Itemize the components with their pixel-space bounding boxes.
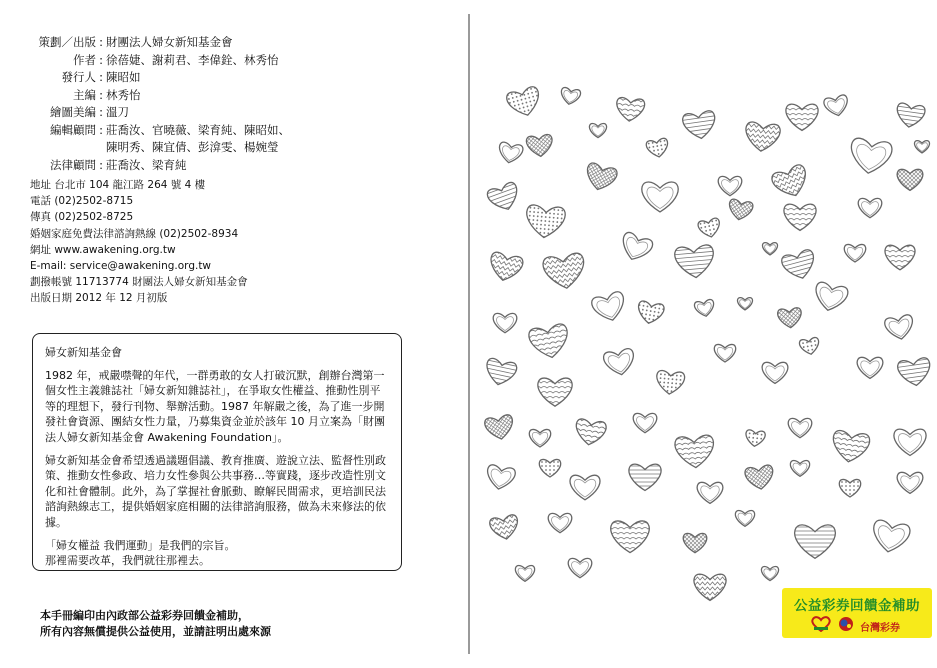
credit-label: 策劃／出版 <box>38 35 96 49</box>
heart-icon <box>474 496 537 558</box>
heart-icon <box>858 198 882 217</box>
heart-icon <box>772 89 832 151</box>
heart-icon <box>750 141 833 222</box>
heart-icon <box>714 344 735 362</box>
heart-icon <box>497 141 524 164</box>
heart-icon <box>490 114 638 177</box>
heart-icon <box>570 475 600 500</box>
heart-icon <box>872 231 932 288</box>
credit-value: 徐蓓婕、謝莉君、李偉銓、林秀怡 <box>106 52 279 67</box>
heart-icon <box>812 281 849 313</box>
heart-icon <box>666 94 734 162</box>
footer-line: 所有內容無償提供公益使用，並請註明出處來源 <box>40 625 271 638</box>
credit-row: 繪圖美編 : 溫刀 <box>30 104 290 122</box>
credit-label: 法律顧問 <box>50 157 96 172</box>
heart-icon <box>568 558 592 577</box>
lottery-title: 公益彩券回饋金補助 <box>794 598 920 614</box>
colophon-page <box>0 0 468 668</box>
taiwan-lottery-logo-icon <box>838 616 854 636</box>
heart-icon <box>529 449 571 491</box>
heart-icon <box>487 67 563 143</box>
heart-icon <box>770 189 830 251</box>
heart-icon <box>881 89 937 148</box>
heart-icon <box>470 164 541 236</box>
heart-icon <box>697 482 723 503</box>
contact-account: 劃撥帳號 11713774 財團法人婦女新知基金會 <box>30 276 248 289</box>
heart-icon <box>777 507 853 583</box>
credit-row: 發行人 : 陳昭如 <box>30 69 290 87</box>
credit-value: 莊喬汝、官曉薇、梁育純、陳昭如、 <box>106 122 290 137</box>
lottery-brand: 台灣彩券 <box>860 622 900 634</box>
heart-icon <box>848 137 893 176</box>
heart-icon <box>823 94 850 118</box>
lottery-badge <box>782 588 932 638</box>
heart-icon <box>548 513 572 532</box>
heart-icon <box>761 567 778 581</box>
heart-icon <box>602 82 660 138</box>
credit-label: 作者 <box>73 52 96 67</box>
heart-icon <box>881 341 937 409</box>
credit-row: 作者 : 徐蓓婕、謝莉君、李偉銓、林秀怡 <box>30 52 290 70</box>
heart-icon <box>522 229 612 317</box>
contact-fax: 傳真 (02)2502-8725 <box>30 211 134 224</box>
heart-icon <box>694 299 716 318</box>
heart-icon <box>693 183 831 249</box>
heart-icon <box>651 523 783 567</box>
credits-block <box>30 34 290 174</box>
about-paragraph: 1982 年，戒嚴噤聲的年代，一群勇敢的女人打破沉默，創辦台灣第一個女性主義雜誌社「婦女新知雜誌社」，在爭取女性權益、推動性別平等的理想下，發行刊物、舉辦活動。1987 年解嚴之後，為了進一步開發社會資源、團結女性力量，乃募集資金並於該年 10 月立案為「財團法人婦女新知基金會 Awakening Foundation」。 <box>45 368 385 444</box>
credit-row: 法律顧問 : 莊喬汝、梁育純 <box>30 157 290 175</box>
heart-icon <box>788 418 812 437</box>
credit-value-continued: 陳明秀、陳宜倩、彭渰雯、楊婉瑩 <box>106 140 279 154</box>
heart-icon <box>642 182 678 212</box>
heart-icon <box>589 124 606 138</box>
about-motto: 那裡需要改革，我們就往那裡去。 <box>45 554 210 568</box>
credit-value: 陳昭如 <box>106 70 141 84</box>
about-box <box>32 333 402 571</box>
heart-icon <box>656 415 733 491</box>
heart-icon <box>594 503 666 575</box>
heart-icon <box>559 87 581 106</box>
heart-icon <box>884 314 915 341</box>
heart-icon <box>727 102 798 171</box>
cover-art-page <box>470 0 937 668</box>
heart-icon <box>559 402 626 466</box>
heart-icon <box>603 348 637 377</box>
contact-address: 地址 台北市 104 龍江路 264 號 4 樓 <box>30 179 206 191</box>
credit-label: 編輯顧問 <box>50 122 96 137</box>
contact-phone: 電話 (02)2502-8715 <box>30 195 134 208</box>
credit-value: 溫刀 <box>106 105 129 119</box>
heart-icon <box>762 362 788 383</box>
heart-icon <box>897 472 923 493</box>
heart-icon <box>634 126 682 174</box>
heart-icon <box>744 290 879 345</box>
lottery-logos <box>810 616 900 636</box>
credit-label: 繪圖美編 <box>50 105 96 119</box>
credit-label: 主編 <box>73 87 96 102</box>
heart-icon <box>857 357 883 378</box>
heart-icon <box>656 226 734 304</box>
credit-value: 財團法人婦女新知基金會 <box>106 35 233 49</box>
credit-row: 編輯顧問 : 莊喬汝、官曉薇、梁育純、陳昭如、 <box>30 122 290 140</box>
heart-icon <box>763 243 778 255</box>
heart-icon <box>470 231 541 305</box>
heart-icon <box>523 362 589 424</box>
heart-icon <box>862 158 937 206</box>
heart-icon <box>870 519 911 555</box>
heart-icon <box>505 185 585 265</box>
heart-icon <box>485 464 516 491</box>
footer-line: 本手冊編印由內政部公益彩券回饋金補助， <box>40 609 249 622</box>
contact-hotline: 婚姻家庭免費法律諮詢熱線 (02)2502-8934 <box>30 227 239 240</box>
heart-icon <box>894 429 926 455</box>
lottery-logo-icon <box>810 616 832 636</box>
heart-icon <box>515 565 534 581</box>
heart-icon <box>680 557 740 620</box>
credit-value: 林秀怡 <box>106 87 141 102</box>
heart-icon <box>529 429 550 447</box>
heart-icon <box>590 291 628 325</box>
credit-row: 策劃／出版 : 財團法人婦女新知基金會 <box>30 34 290 52</box>
heart-icon <box>470 342 533 408</box>
heart-icon <box>633 413 657 432</box>
heart-pattern-icon <box>470 0 937 668</box>
contact-block <box>30 177 248 307</box>
credit-value: 莊喬汝、梁育純 <box>106 157 187 172</box>
heart-icon <box>618 231 655 264</box>
heart-icon <box>735 510 754 526</box>
heart-icon <box>734 419 776 461</box>
contact-website: 網址 www.awakening.org.tw <box>30 243 176 256</box>
heart-icon <box>812 410 893 486</box>
heart-icon <box>641 356 699 414</box>
contact-publish-date: 出版日期 2012 年 12 月初版 <box>30 292 168 305</box>
about-title: 婦女新知基金會 <box>45 346 122 359</box>
about-motto: 「婦女權益 我們運動」是我們的宗旨。 <box>45 538 236 552</box>
credit-label: 發行人 <box>61 70 96 84</box>
heart-icon <box>718 176 742 195</box>
heart-icon <box>615 450 675 510</box>
heart-icon <box>829 469 871 511</box>
heart-icon <box>705 440 867 513</box>
heart-icon <box>508 302 591 385</box>
credit-row: 主編 : 林秀怡 <box>30 87 290 105</box>
heart-icon <box>493 313 517 332</box>
footer-note <box>40 608 271 640</box>
about-paragraph: 婦女新知基金會希望透過議題倡議、教育推廣、遊說立法、監督性別政策、推動女性參政、培力女性參與公共事務…等實踐，逐步改造性別文化和社會體制。此外，為了掌握社會脈動、瞭解民間需求，更培訓民法諮詢熱線志工，提供婚姻家庭相關的法律諮詢服務，做為未來修法的依據。 <box>45 453 386 529</box>
heart-icon <box>915 141 930 153</box>
heart-icon <box>621 286 679 344</box>
contact-email: E-mail: service@awakening.org.tw <box>30 260 212 273</box>
heart-icon <box>738 298 753 310</box>
heart-icon <box>790 460 809 476</box>
heart-icon <box>844 244 865 262</box>
heart-icon <box>539 138 716 236</box>
heart-icon <box>788 326 832 370</box>
